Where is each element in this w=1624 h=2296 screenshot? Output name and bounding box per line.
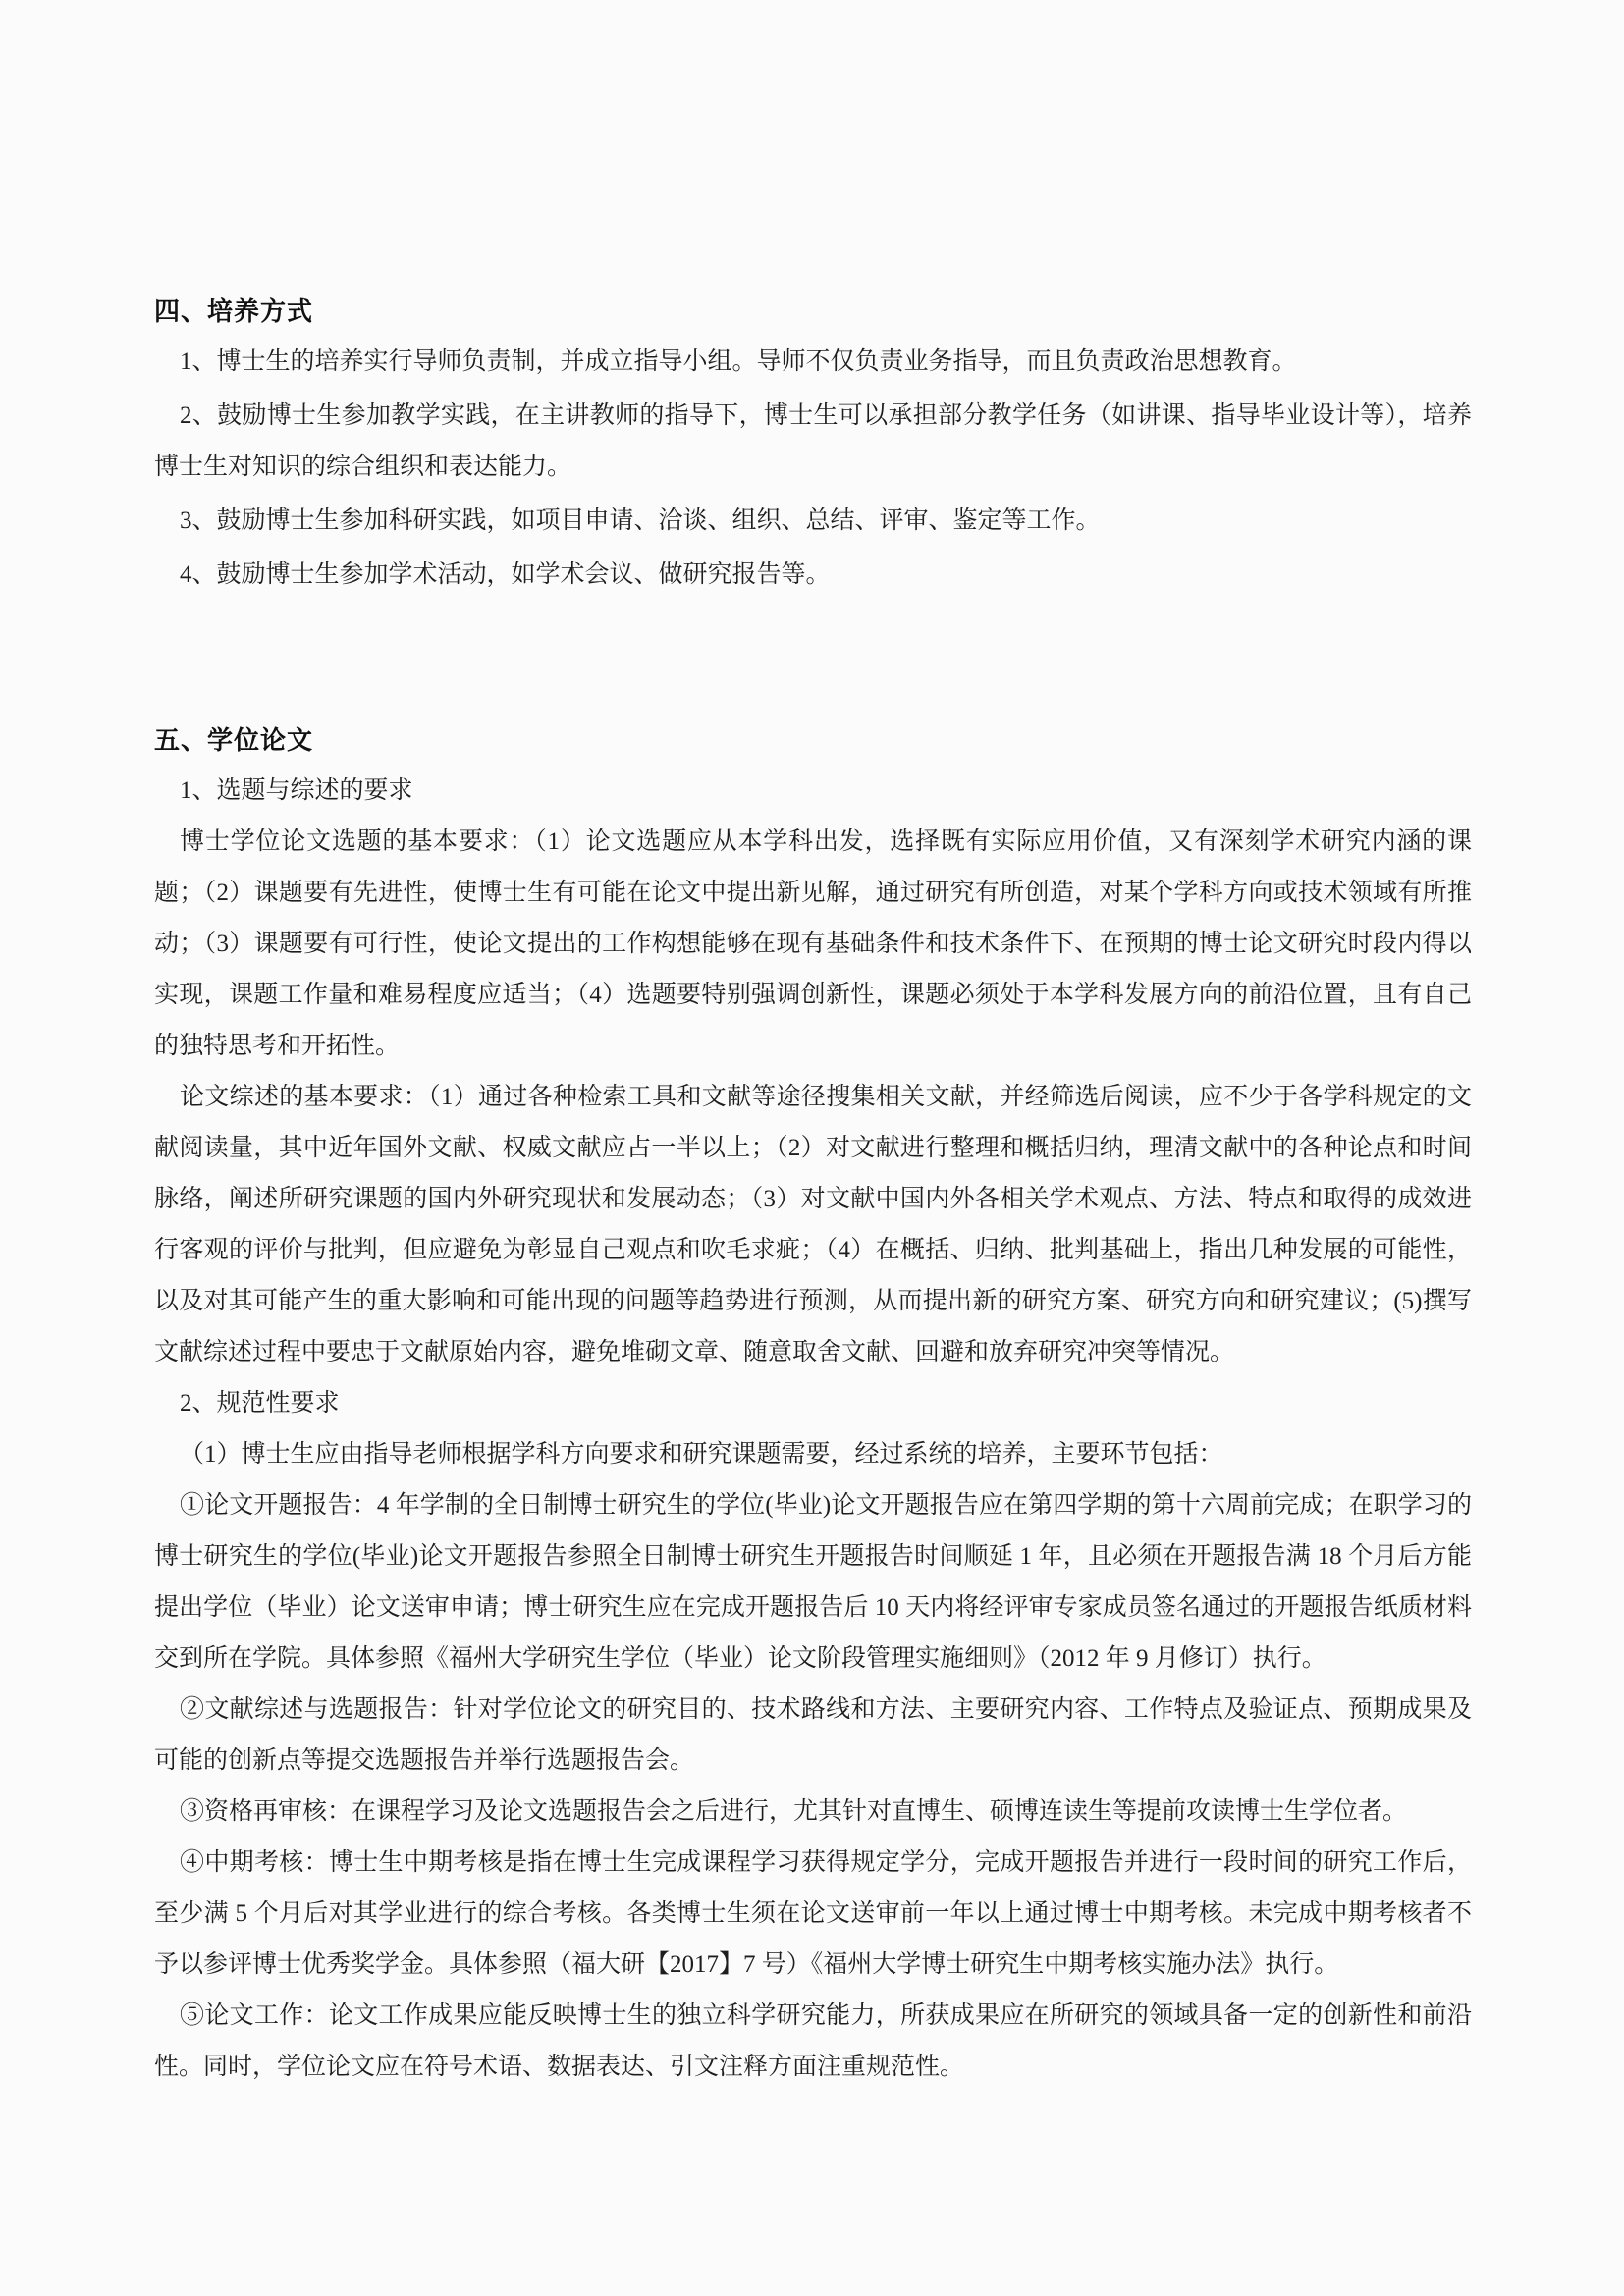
paragraph-training-3: 3、鼓励博士生参加科研实践，如项目申请、洽谈、组织、总结、评审、鉴定等工作。	[180, 507, 1101, 534]
paragraph-qualification-review: ③资格再审核：在课程学习及论文选题报告会之后进行，尤其针对直博生、硕博连读生等提前攻读博士生学位者。	[180, 1798, 1408, 1825]
paragraph-training-1: 1、博士生的培养实行导师负责制，并成立指导小组。导师不仅负责业务指导，而且负责政治思想教育。	[180, 348, 1297, 375]
paragraph-midterm-assessment: ④中期考核：博士生中期考核是指在博士生完成课程学习获得规定学分，完成开题报告并进行一段时间的研究工作后，至少满 5 个月后对其学业进行的综合考核。各类博士生须在论文送审前一年以上通过博士中期考核。未完成中期考核者不予以参评博士优秀奖学金。具体参照（福大研【2017】7 号）《福州大学博士研究生中期考核实施办法》执行。	[154, 1849, 1472, 1978]
paragraph-topic-selection-report: ②文献综述与选题报告：针对学位论文的研究目的、技术路线和方法、主要研究内容、工作特点及验证点、预期成果及可能的创新点等提交选题报告并举行选题报告会。	[154, 1696, 1472, 1774]
section-heading-degree-thesis: 五、学位论文	[154, 725, 314, 755]
section-heading-training-methods: 四、培养方式	[154, 296, 314, 326]
paragraph-proposal-report: ①论文开题报告：4 年学制的全日制博士研究生的学位(毕业)论文开题报告应在第四学期的第十六周前完成；在职学习的博士研究生的学位(毕业)论文开题报告参照全日制博士研究生开题报告时间顺延 1 年，且必须在开题报告满 18 个月后方能提出学位（毕业）论文送审申请；博士研究生应在完成开题报告后 10 天内将经评审专家成员签名通过的开题报告纸质材料交到所在学院。具体参照《福州大学研究生学位（毕业）论文阶段管理实施细则》（2012 年 9 月修订）执行。	[154, 1492, 1472, 1672]
paragraph-normative-requirements-title: 2、规范性要求	[180, 1390, 340, 1416]
paragraph-thesis-topic-requirements: 博士学位论文选题的基本要求：（1）论文选题应从本学科出发，选择既有实际应用价值，又有深刻学术研究内涵的课题；（2）课题要有先进性，使博士生有可能在论文中提出新见解，通过研究有所创造，对某个学科方向或技术领域有所推动；（3）课题要有可行性，使论文提出的工作构想能够在现有基础条件和技术条件下、在预期的博士论文研究时段内得以实现，课题工作量和难易程度应适当；（4）选题要特别强调创新性，课题必须处于本学科发展方向的前沿位置，且有自己的独特思考和开拓性。	[154, 828, 1472, 1059]
paragraph-thesis-topic-requirements-title: 1、选题与综述的要求	[180, 777, 413, 804]
section-training-methods	[154, 286, 1472, 601]
paragraph-training-4: 4、鼓励博士生参加学术活动，如学术会议、做研究报告等。	[180, 561, 831, 588]
paragraph-literature-review-requirements: 论文综述的基本要求：（1）通过各种检索工具和文献等途径搜集相关文献，并经筛选后阅读，应不少于各学科规定的文献阅读量，其中近年国外文献、权威文献应占一半以上；（2）对文献进行整理和概括归纳，理清文献中的各种论点和时间脉络，阐述所研究课题的国内外研究现状和发展动态；（3）对文献中国内外各相关学术观点、方法、特点和取得的成效进行客观的评价与批判，但应避免为彰显自己观点和吹毛求疵；（4）在概括、归纳、批判基础上，指出几种发展的可能性，以及对其可能产生的重大影响和可能出现的问题等趋势进行预测，从而提出新的研究方案、研究方向和研究建议；(5)撰写文献综述过程中要忠于文献原始内容，避免堆砌文章、随意取舍文献、回避和放弃研究冲突等情况。	[154, 1084, 1472, 1365]
paragraph-normative-intro: （1）博士生应由指导老师根据学科方向要求和研究课题需要，经过系统的培养，主要环节包括：	[180, 1441, 1223, 1468]
section-degree-thesis	[154, 715, 1472, 2093]
paragraph-thesis-work: ⑤论文工作：论文工作成果应能反映博士生的独立科学研究能力，所获成果应在所研究的领域具备一定的创新性和前沿性。同时，学位论文应在符号术语、数据表达、引文注释方面注重规范性。	[154, 2002, 1472, 2080]
paragraph-training-2: 2、鼓励博士生参加教学实践，在主讲教师的指导下，博士生可以承担部分教学任务（如讲课、指导毕业设计等），培养博士生对知识的综合组织和表达能力。	[154, 402, 1472, 480]
